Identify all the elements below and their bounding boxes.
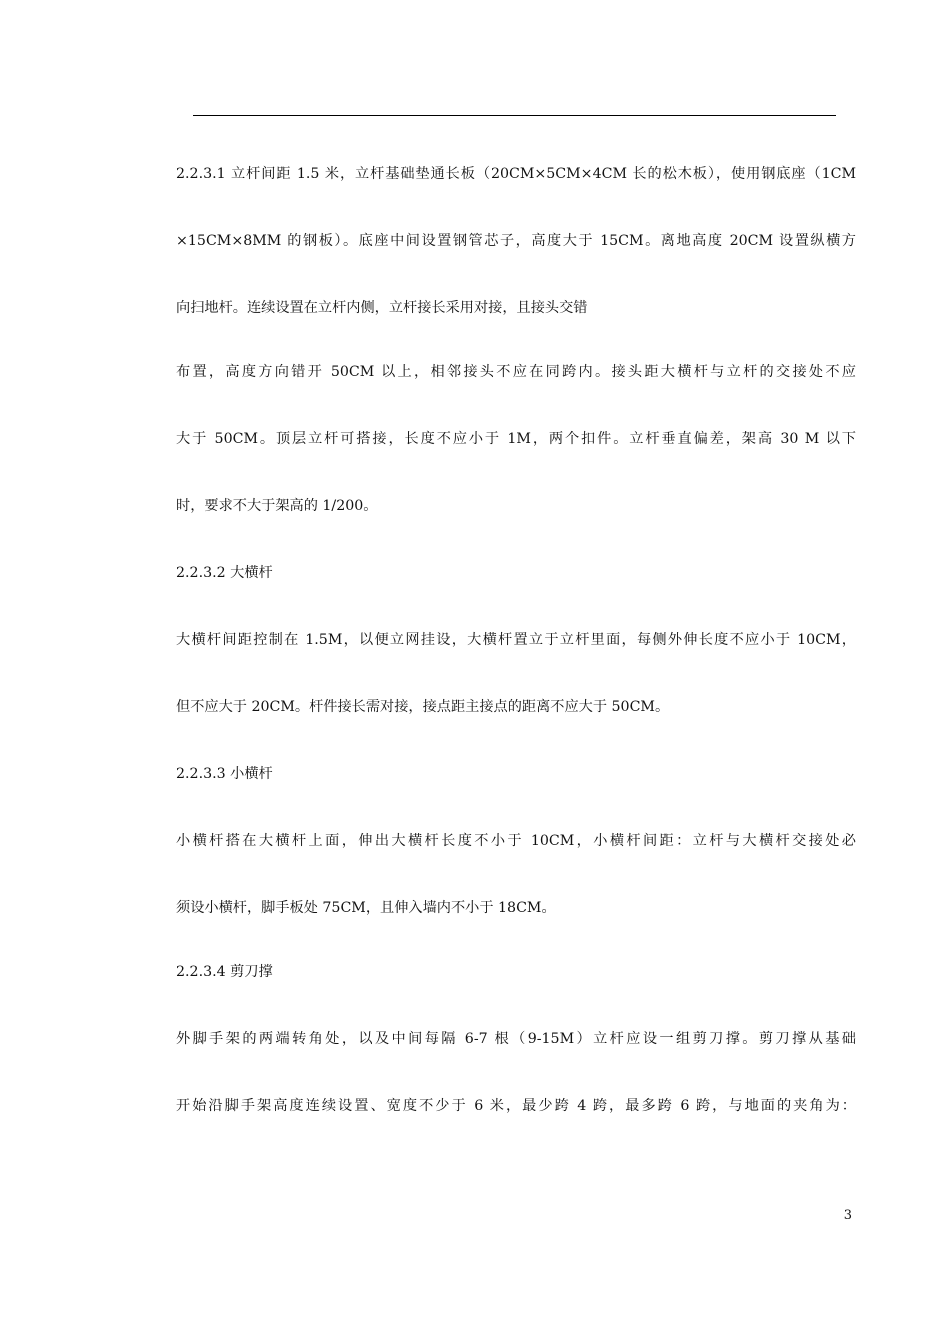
- body-line-4: 布置，高度方向错开 50CM 以上，相邻接头不应在同跨内。接头距大横杆与立杆的交接处不应: [176, 364, 856, 380]
- header-rule: [193, 115, 836, 116]
- section-heading-2-2-3-2: 2.2.3.2 大横杆: [176, 565, 273, 581]
- body-line-9: 但不应大于 20CM。杆件接长需对接，接点距主接点的距离不应大于 50CM。: [176, 699, 670, 715]
- body-line-15: 开始沿脚手架高度连续设置、宽度不少于 6 米，最少跨 4 跨，最多跨 6 跨，与地面的夹角为：: [176, 1098, 856, 1114]
- body-line-1: 2.2.3.1 立杆间距 1.5 米，立杆基础垫通长板（20CM×5CM×4CM 长的松木板），使用钢底座（1CM: [176, 166, 856, 182]
- body-line-11: 小横杆搭在大横杆上面，伸出大横杆长度不小于 10CM，小横杆间距：立杆与大横杆交接处必: [176, 833, 856, 849]
- body-line-3: 向扫地杆。连续设置在立杆内侧，立杆接长采用对接，且接头交错: [176, 300, 588, 316]
- page-number: 3: [843, 1208, 852, 1223]
- body-line-8: 大横杆间距控制在 1.5M，以便立网挂设，大横杆置立于立杆里面，每侧外伸长度不应小于 10CM，: [176, 632, 856, 648]
- body-line-14: 外脚手架的两端转角处，以及中间每隔 6-7 根（9-15M）立杆应设一组剪刀撑。剪刀撑从基础: [176, 1031, 856, 1047]
- body-line-2: ×15CM×8MM 的钢板）。底座中间设置钢管芯子，高度大于 15CM。离地高度 20CM 设置纵横方: [176, 233, 856, 249]
- body-line-5: 大于 50CM。顶层立杆可搭接，长度不应小于 1M，两个扣件。立杆垂直偏差，架高 30 M 以下: [176, 431, 856, 447]
- body-line-6: 时，要求不大于架高的 1/200。: [176, 498, 378, 514]
- section-heading-2-2-3-3: 2.2.3.3 小横杆: [176, 766, 273, 782]
- body-line-12: 须设小横杆，脚手板处 75CM，且伸入墙内不小于 18CM。: [176, 900, 556, 916]
- section-heading-2-2-3-4: 2.2.3.4 剪刀撑: [176, 964, 273, 980]
